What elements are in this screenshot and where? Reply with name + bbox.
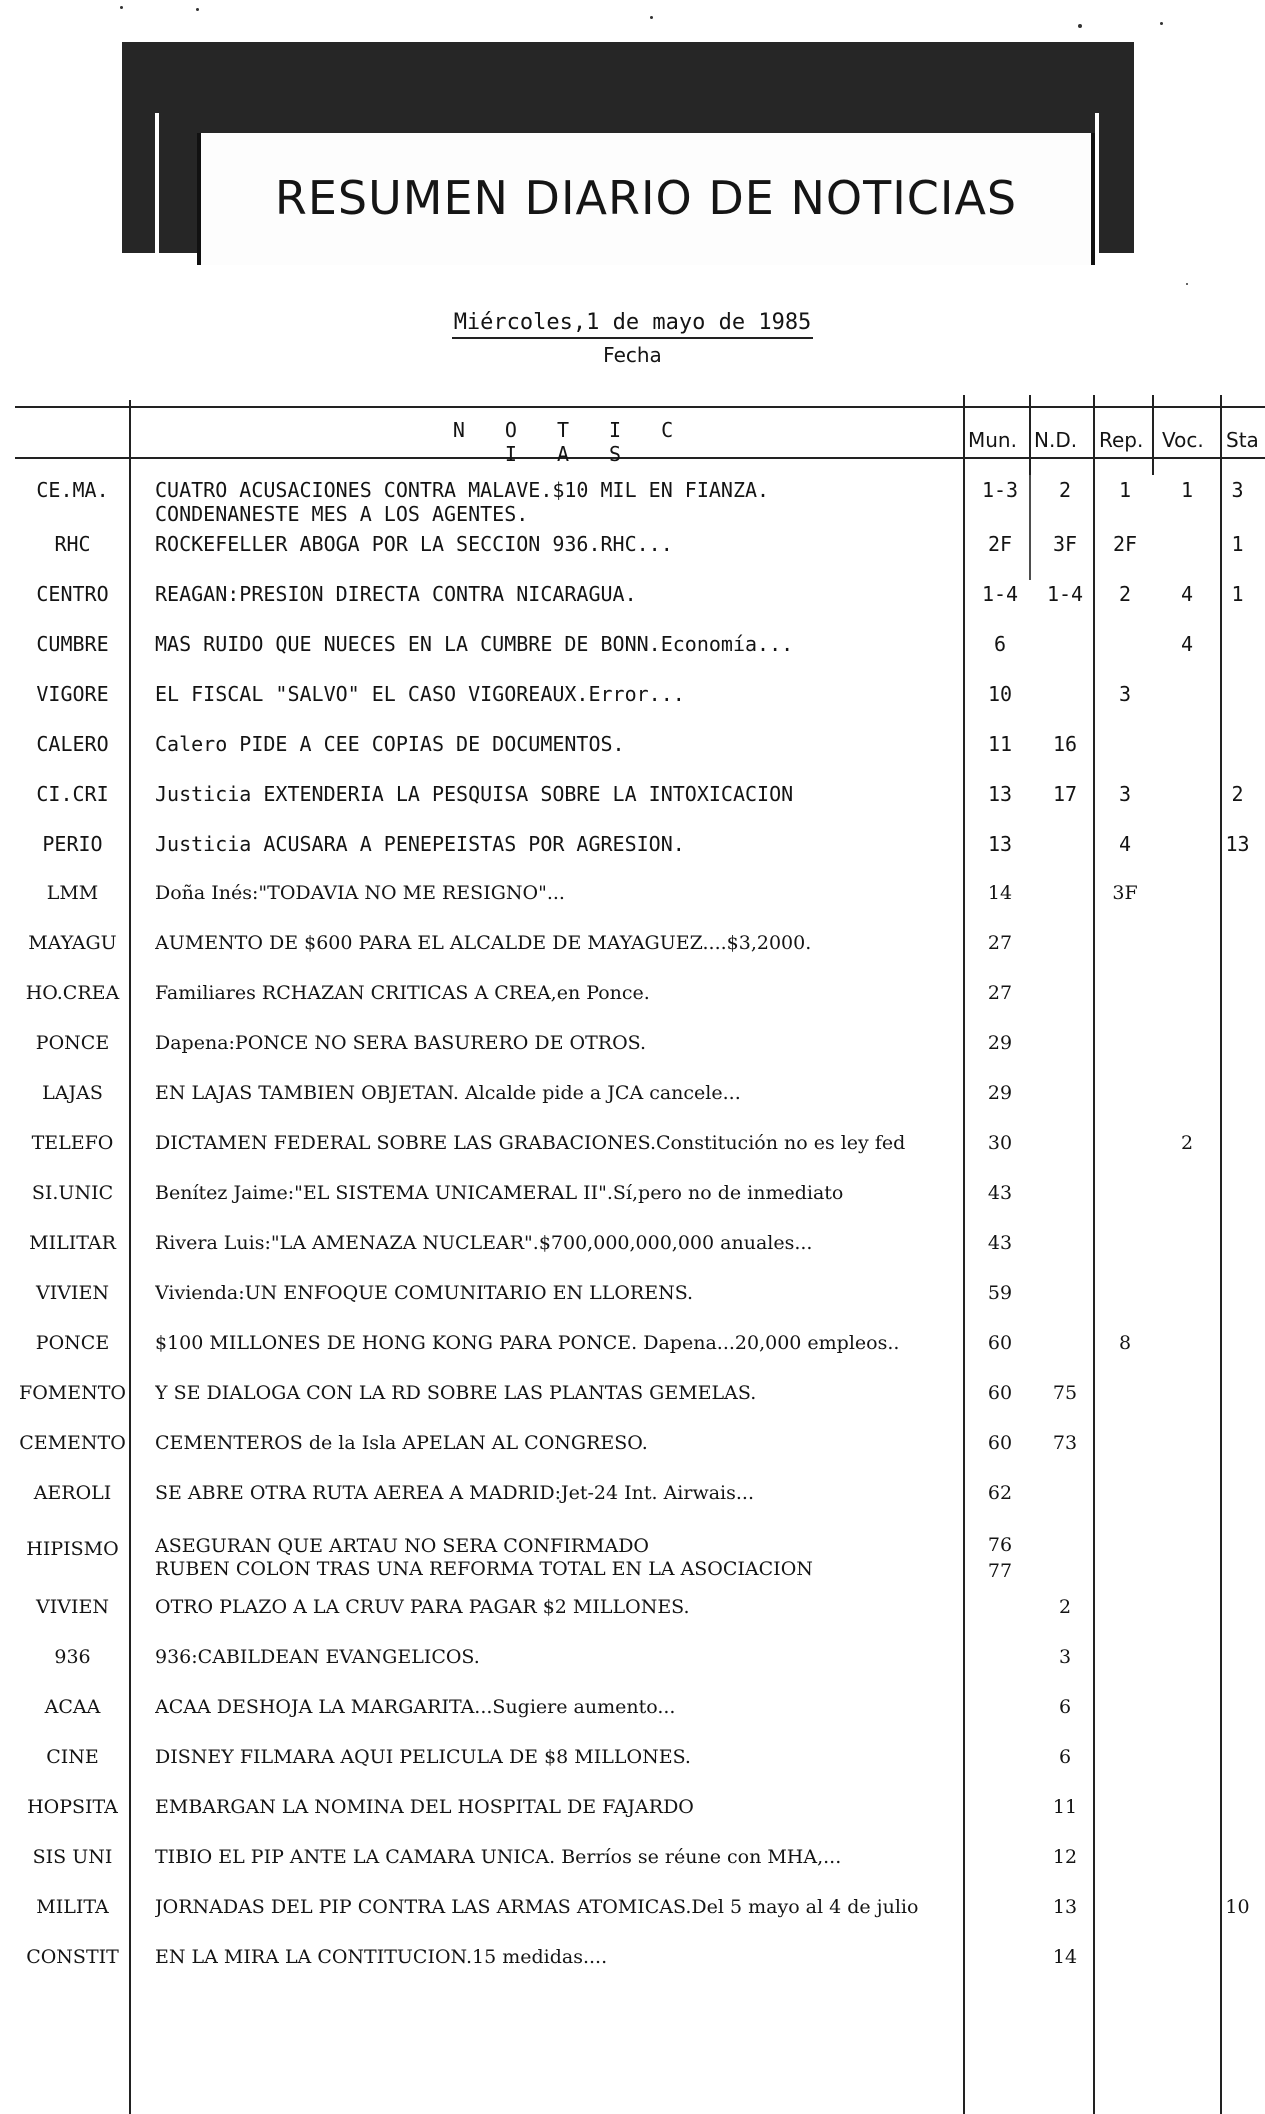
table-row (0, 1182, 1265, 1222)
cell-headline: MAS RUIDO QUE NUECES EN LA CUMBRE DE BONN.Economía... (155, 632, 794, 656)
cell-code: MILITAR (29, 1232, 116, 1254)
cell-mun: 30 (987, 1132, 1013, 1154)
cell-headline: OTRO PLAZO A LA CRUV PARA PAGAR $2 MILLONES. (155, 1596, 690, 1618)
cell-headline: REAGAN:PRESION DIRECTA CONTRA NICARAGUA. (155, 582, 637, 606)
table-row (0, 1696, 1265, 1736)
table-row (0, 1646, 1265, 1686)
scan-speck (120, 6, 123, 9)
table-row (0, 1282, 1265, 1322)
table-top-rule (15, 406, 1265, 408)
table-row (0, 832, 1265, 872)
date-caption: Fecha (603, 343, 662, 367)
cell-code: 936 (54, 1646, 91, 1668)
cell-sta: 13 (1225, 832, 1250, 856)
cell-rep: 3 (1118, 682, 1132, 706)
table-row (0, 682, 1265, 722)
cell-sta: 1 (1231, 532, 1244, 556)
cell-code: MAYAGU (28, 932, 117, 954)
cell-nd: 75 (1052, 1382, 1078, 1404)
cell-code: MILITA (36, 1896, 109, 1918)
table-row (0, 1232, 1265, 1272)
cell-code: LAJAS (42, 1082, 103, 1104)
cell-mun: 14 (987, 882, 1013, 904)
cell-mun: 2F (987, 532, 1013, 556)
table-row (0, 982, 1265, 1022)
cell-code: VIVIEN (36, 1282, 109, 1304)
cell-headline: Familiares RCHAZAN CRITICAS A CREA,en Ponce. (155, 982, 650, 1004)
date-value: Miércoles,1 de mayo de 1985 (452, 310, 814, 339)
cell-headline: $100 MILLONES DE HONG KONG PARA PONCE. Dapena...20,000 empleos.. (155, 1332, 900, 1354)
cell-headline: EL FISCAL "SALVO" EL CASO VIGOREAUX.Error... (155, 682, 685, 706)
cell-mun: 1-4 (981, 582, 1019, 606)
cell-mun: 60 (987, 1432, 1013, 1454)
cell-headline: ROCKEFELLER ABOGA POR LA SECCION 936.RHC... (155, 532, 673, 556)
table-row (0, 1132, 1265, 1172)
cell-code: SI.UNIC (31, 1182, 114, 1204)
scan-speck (1160, 22, 1163, 25)
cell-mun: 59 (987, 1282, 1013, 1304)
cell-mun: 27 (987, 982, 1013, 1004)
cell-mun: 11 (987, 732, 1013, 756)
cell-mun: 76 (987, 1534, 1013, 1556)
column-header-voc: Voc. (1162, 428, 1204, 452)
cell-mun: 43 (987, 1182, 1013, 1204)
cell-rep: 2F (1112, 532, 1138, 556)
cell-headline-line2: CONDENANESTE MES A LOS AGENTES. (155, 502, 529, 526)
cell-mun: 13 (987, 782, 1013, 806)
scan-speck (1078, 24, 1082, 28)
cell-nd: 2 (1058, 1596, 1072, 1618)
cell-code: LMM (46, 882, 99, 904)
cell-code: CUMBRE (36, 632, 109, 656)
cell-nd: 2 (1058, 478, 1072, 502)
table-row (0, 1596, 1265, 1636)
cell-rep: 2 (1118, 582, 1132, 606)
cell-headline: ASEGURAN QUE ARTAU NO SERA CONFIRMADO (155, 1535, 649, 1557)
cell-headline: EMBARGAN LA NOMINA DEL HOSPITAL DE FAJARDO (155, 1796, 694, 1818)
table-row (0, 1534, 1265, 1582)
cell-mun: 6 (993, 632, 1007, 656)
masthead-frame (197, 133, 1095, 265)
cell-code: CEMENTO (19, 1432, 126, 1454)
table-row (0, 1846, 1265, 1886)
cell-voc: 4 (1180, 582, 1194, 606)
column-header-sta: Sta (1226, 428, 1259, 452)
cell-headline: DICTAMEN FEDERAL SOBRE LAS GRABACIONES.Constitución no es ley fed (155, 1132, 906, 1154)
cell-code: RHC (54, 532, 91, 556)
cell-mun: 10 (987, 682, 1013, 706)
cell-mun: 60 (987, 1382, 1013, 1404)
cell-headline: Justicia ACUSARA A PENEPEISTAS POR AGRESION. (155, 832, 685, 856)
cell-voc: 4 (1180, 632, 1194, 656)
cell-code: CE.MA. (36, 478, 109, 502)
cell-code: VIVIEN (36, 1596, 109, 1618)
cell-rep: 8 (1118, 1332, 1132, 1354)
cell-voc: 2 (1180, 1132, 1194, 1154)
cell-mun: 27 (987, 932, 1013, 954)
column-header-nd: N.D. (1034, 428, 1078, 452)
cell-code: FOMENTO (19, 1382, 126, 1404)
table-row (0, 782, 1265, 822)
cell-code: HO.CREA (25, 982, 120, 1004)
date-line (0, 310, 1265, 335)
cell-mun: 13 (987, 832, 1013, 856)
cell-code: VIGORE (36, 682, 109, 706)
cell-nd: 6 (1058, 1696, 1072, 1718)
cell-sta: 2 (1231, 782, 1244, 806)
cell-headline: Calero PIDE A CEE COPIAS DE DOCUMENTOS. (155, 732, 625, 756)
table-row (0, 532, 1265, 572)
cell-headline: Doña Inés:"TODAVIA NO ME RESIGNO"... (155, 882, 565, 904)
cell-headline: SE ABRE OTRA RUTA AEREA A MADRID:Jet-24 Int. Airwais... (155, 1482, 755, 1504)
table-row (0, 1032, 1265, 1072)
table-row (0, 478, 1265, 526)
column-header-rep: Rep. (1099, 428, 1144, 452)
table-row (0, 1796, 1265, 1836)
cell-code: HIPISMO (26, 1538, 119, 1560)
table-row (0, 932, 1265, 972)
cell-nd: 14 (1052, 1946, 1078, 1968)
cell-headline: Y SE DIALOGA CON LA RD SOBRE LAS PLANTAS GEMELAS. (155, 1382, 757, 1404)
table-row (0, 1382, 1265, 1422)
table-row (0, 1332, 1265, 1372)
table-row (0, 582, 1265, 622)
cell-headline: TIBIO EL PIP ANTE LA CAMARA UNICA. Berríos se réune con MHA,... (155, 1846, 842, 1868)
scan-speck (1186, 283, 1188, 285)
cell-nd: 1-4 (1046, 582, 1084, 606)
cell-sta: 3 (1231, 478, 1244, 502)
cell-headline: EN LAJAS TAMBIEN OBJETAN. Alcalde pide a JCA cancele... (155, 1082, 741, 1104)
cell-mun: 29 (987, 1082, 1013, 1104)
cell-headline: 936:CABILDEAN EVANGELICOS. (155, 1646, 480, 1668)
cell-nd: 6 (1058, 1746, 1072, 1768)
cell-sta: 10 (1225, 1896, 1250, 1918)
cell-mun: 29 (987, 1032, 1013, 1054)
cell-code: PONCE (35, 1332, 110, 1354)
cell-mun: 60 (987, 1332, 1013, 1354)
cell-headline: AUMENTO DE $600 PARA EL ALCALDE DE MAYAGUEZ....$3,2000. (155, 932, 812, 954)
table-row (0, 1082, 1265, 1122)
cell-nd: 11 (1052, 1796, 1078, 1818)
cell-voc: 1 (1180, 478, 1194, 502)
table-row (0, 1946, 1265, 1986)
banner-bar (155, 113, 159, 271)
cell-code: ACAA (44, 1696, 101, 1718)
cell-rep: 3 (1118, 782, 1132, 806)
cell-headline: Justicia EXTENDERIA LA PESQUISA SOBRE LA INTOXICACION (155, 782, 794, 806)
cell-mun-line2: 77 (987, 1560, 1013, 1582)
cell-nd: 17 (1052, 782, 1078, 806)
cell-mun: 62 (987, 1482, 1013, 1504)
cell-sta: 1 (1231, 582, 1244, 606)
table-row (0, 1482, 1265, 1522)
cell-code: SIS UNI (32, 1846, 113, 1868)
masthead-banner (122, 42, 1134, 253)
cell-code: PERIO (42, 832, 103, 856)
cell-nd: 73 (1052, 1432, 1078, 1454)
cell-headline: CUATRO ACUSACIONES CONTRA MALAVE.$10 MIL EN FIANZA. (155, 478, 770, 502)
cell-headline: Vivienda:UN ENFOQUE COMUNITARIO EN LLORENS. (155, 1282, 694, 1304)
cell-headline-line2: RUBEN COLON TRAS UNA REFORMA TOTAL EN LA ASOCIACION (155, 1558, 813, 1580)
table-row (0, 1432, 1265, 1472)
cell-nd: 3F (1052, 532, 1078, 556)
nd-column-rule (1029, 395, 1031, 475)
cell-code: PONCE (35, 1032, 110, 1054)
cell-code: TELEFO (31, 1132, 114, 1154)
cell-nd: 12 (1052, 1846, 1078, 1868)
cell-headline: JORNADAS DEL PIP CONTRA LAS ARMAS ATOMICAS.Del 5 mayo al 4 de julio (155, 1896, 919, 1918)
table-row (0, 732, 1265, 772)
cell-headline: EN LA MIRA LA CONTITUCION.15 medidas.... (155, 1946, 608, 1968)
cell-code: CENTRO (36, 582, 109, 606)
cell-headline: CEMENTEROS de la Isla APELAN AL CONGRESO. (155, 1432, 648, 1454)
cell-code: HOPSITA (27, 1796, 118, 1818)
cell-code: CONSTIT (26, 1946, 119, 1968)
scan-speck (196, 8, 199, 11)
cell-headline: DISNEY FILMARA AQUI PELICULA DE $8 MILLONES. (155, 1746, 691, 1768)
cell-headline: ACAA DESHOJA LA MARGARITA...Sugiere aumento... (155, 1696, 676, 1718)
cell-nd: 16 (1052, 732, 1078, 756)
cell-headline: Benítez Jaime:"EL SISTEMA UNICAMERAL II".Sí,pero no de inmediato (155, 1182, 844, 1204)
cell-rep: 1 (1118, 478, 1132, 502)
banner-bar (1095, 113, 1099, 271)
cell-code: CALERO (36, 732, 109, 756)
table-row (0, 1896, 1265, 1936)
table-row (0, 882, 1265, 922)
page-title: RESUMEN DIARIO DE NOTICIAS (274, 171, 1018, 225)
cell-headline: Dapena:PONCE NO SERA BASURERO DE OTROS. (155, 1032, 647, 1054)
voc-column-rule (1152, 395, 1154, 475)
table-row (0, 1746, 1265, 1786)
cell-headline: Rivera Luis:"LA AMENAZA NUCLEAR".$700,000,000,000 anuales... (155, 1232, 813, 1254)
cell-mun: 1-3 (981, 478, 1019, 502)
cell-code: CI.CRI (36, 782, 109, 806)
cell-code: CINE (46, 1746, 99, 1768)
cell-mun: 43 (987, 1232, 1013, 1254)
table-row (0, 632, 1265, 672)
cell-nd: 3 (1058, 1646, 1072, 1668)
column-header-noticias: N O T I C I A S (452, 418, 688, 466)
cell-rep: 4 (1118, 832, 1132, 856)
column-header-mun: Mun. (968, 428, 1017, 452)
cell-code: AEROLI (33, 1482, 112, 1504)
cell-rep: 3F (1112, 882, 1138, 904)
cell-nd: 13 (1052, 1896, 1078, 1918)
scan-speck (650, 16, 653, 19)
